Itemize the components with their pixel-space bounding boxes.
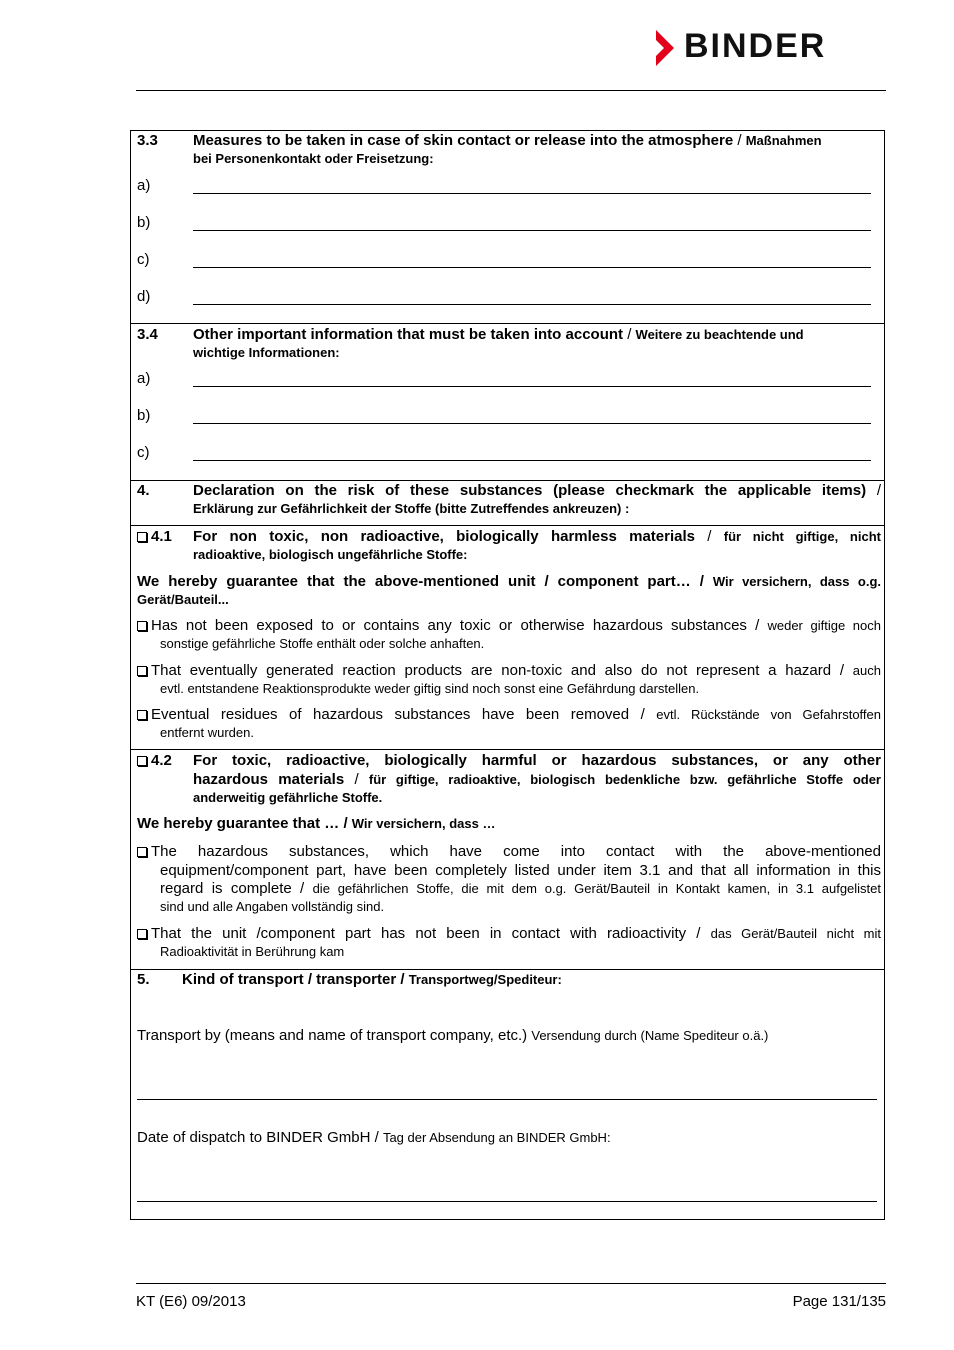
title-de: für giftige, radioaktive, biologisch bedenkliche bzw. gefährliche Stoffe oder <box>368 772 881 787</box>
option-en: That eventually generated reaction products are non-toxic and also do not represent a hazard / <box>151 662 845 679</box>
title-de: für nicht giftige, nicht <box>723 529 881 544</box>
section-title-de: bei Personenkontakt oder Freisetzung: <box>193 151 434 166</box>
answer-line-a[interactable] <box>193 193 871 194</box>
divider <box>131 480 884 481</box>
divider <box>131 525 884 526</box>
section-title <box>193 482 881 500</box>
checkbox-option-1[interactable] <box>137 847 147 857</box>
option-1-line-4: sind und alle Angaben vollständig sind. <box>160 899 385 914</box>
option-1-line-2: equipment/component part, have been completely listed under item 3.1 and that all information in this <box>160 862 881 879</box>
guarantee-de: Wir versichern, dass o.g. <box>712 574 881 589</box>
title-en: Declaration on the risk of these substances (please checkmark the applicable items) <box>193 482 867 499</box>
option-2 <box>137 925 881 943</box>
checkbox-option-2[interactable] <box>137 929 147 939</box>
item-label: d) <box>137 288 151 305</box>
option-en: Has not been exposed to or contains any toxic or otherwise hazardous substances / <box>151 617 760 634</box>
guarantee-statement <box>137 573 881 591</box>
item-label: b) <box>137 407 151 424</box>
section-title: For toxic, radioactive, biologically harmful or hazardous substances, or any other <box>193 752 881 769</box>
item-label: a) <box>137 370 151 387</box>
binder-arrow-icon <box>654 30 680 66</box>
section-title-de: Erklärung zur Gefährlichkeit der Stoffe (bitte Zutreffendes ankreuzen) : <box>193 501 630 516</box>
option-de: das Gerät/Bauteil nicht mit <box>710 926 882 941</box>
option-de-cont: Radioaktivität in Berührung kam <box>160 944 345 959</box>
answer-line-b[interactable] <box>193 230 871 231</box>
title-de: Weitere zu beachtende und <box>635 327 804 342</box>
checkbox-option-3[interactable] <box>137 710 147 720</box>
divider <box>131 323 884 324</box>
title-en: Kind of transport / transporter / <box>182 971 405 988</box>
option-de-cont: entfernt wurden. <box>160 725 254 740</box>
answer-line-b[interactable] <box>193 423 871 424</box>
title-en: Other important information that must be taken into account <box>193 326 624 343</box>
checkbox-option-2[interactable] <box>137 666 147 676</box>
guarantee-en: We hereby guarantee that the above-mentioned unit / component part… / <box>137 573 704 590</box>
guarantee-statement <box>137 815 495 833</box>
number-text: 4.2 <box>151 752 172 769</box>
number-text: 4.1 <box>151 528 172 545</box>
option-1 <box>137 843 881 861</box>
section-title-de: anderweitig gefährliche Stoffe. <box>193 790 383 805</box>
date-de: Tag der Absendung an BINDER GmbH: <box>382 1130 611 1145</box>
section-title-de: wichtige Informationen: <box>193 345 340 360</box>
option-3 <box>137 706 881 724</box>
section-number: 3.4 <box>137 326 158 343</box>
section-number: 3.3 <box>137 132 158 149</box>
guarantee-de-cont: Gerät/Bauteil... <box>137 592 229 607</box>
option-de: die gefährlichen Stoffe, die mit dem o.g. Gerät/Bauteil in Kontakt kamen, in 3.1 aufgelistet <box>312 881 882 896</box>
option-en: Eventual residues of hazardous substances have been removed / <box>151 706 645 723</box>
section-number: 5. <box>137 971 150 988</box>
section-title <box>193 528 881 546</box>
date-en: Date of dispatch to BINDER GmbH / <box>137 1129 379 1146</box>
guarantee-en: We hereby guarantee that … / <box>137 815 348 832</box>
title-en: Measures to be taken in case of skin contact or release into the atmosphere <box>193 132 734 149</box>
option-1 <box>137 617 881 635</box>
binder-logo <box>654 27 894 66</box>
section-title <box>182 971 562 989</box>
title-sep: / <box>694 528 724 545</box>
divider <box>131 749 884 750</box>
footer-rule <box>136 1283 886 1284</box>
option-de: weder giftige noch <box>767 618 881 633</box>
item-label: b) <box>137 214 151 231</box>
option-de: auch <box>852 663 881 678</box>
section-title <box>193 132 881 150</box>
title-sep: / <box>733 132 746 149</box>
page-number: Page 131/135 <box>792 1293 886 1310</box>
title-sep: / <box>623 326 636 343</box>
option-en: That the unit /component part has not been in contact with radioactivity / <box>151 925 701 942</box>
checkbox-4-1[interactable] <box>137 532 147 542</box>
option-line: The hazardous substances, which have come into contact with the above-mentioned <box>151 843 881 860</box>
transport-label <box>137 1027 768 1045</box>
option-1-line-3 <box>160 880 881 898</box>
header-rule <box>136 90 886 91</box>
transport-de: Versendung durch (Name Spediteur o.ä.) <box>531 1028 769 1043</box>
answer-line-d[interactable] <box>193 304 871 305</box>
option-de: evtl. Rückstände von Gefahrstoffen <box>656 707 882 722</box>
section-title-de: radioaktive, biologisch ungefährliche Stoffe: <box>193 547 468 562</box>
dispatch-date-label <box>137 1129 611 1147</box>
option-de-cont: evtl. entstandene Reaktionsprodukte weder giftig sind noch sonst eine Gefährdung darstellen. <box>160 681 700 696</box>
section-number: 4. <box>137 482 150 499</box>
option-de-cont: sonstige gefährliche Stoffe enthält oder solche anhaften. <box>160 636 485 651</box>
section-title <box>193 326 881 344</box>
item-label: c) <box>137 251 150 268</box>
title-en: hazardous materials <box>193 771 345 788</box>
title-sep: / <box>344 771 369 788</box>
answer-line-c[interactable] <box>193 460 871 461</box>
transport-answer-line[interactable] <box>137 1099 877 1100</box>
checkbox-4-2[interactable] <box>137 756 147 766</box>
section-number <box>137 752 172 770</box>
document-reference: KT (E6) 09/2013 <box>136 1293 246 1310</box>
section-title-cont <box>193 771 881 789</box>
item-label: c) <box>137 444 150 461</box>
checkbox-option-1[interactable] <box>137 621 147 631</box>
transport-en: Transport by (means and name of transport company, etc.) <box>137 1027 528 1044</box>
title-sep: / <box>866 482 881 499</box>
section-number <box>137 528 172 546</box>
title-en: For non toxic, non radioactive, biologically harmless materials <box>193 528 695 545</box>
dispatch-date-answer-line[interactable] <box>137 1201 877 1202</box>
guarantee-de: Wir versichern, dass … <box>351 816 496 831</box>
brand-name: BINDER <box>684 27 827 65</box>
option-2 <box>137 662 881 680</box>
item-label: a) <box>137 177 151 194</box>
option-en: regard is complete / <box>160 880 305 897</box>
divider <box>131 969 884 970</box>
answer-line-c[interactable] <box>193 267 871 268</box>
answer-line-a[interactable] <box>193 386 871 387</box>
declaration-form <box>130 130 885 1220</box>
title-de: Maßnahmen <box>745 133 822 148</box>
title-de: Transportweg/Spediteur: <box>408 972 562 987</box>
